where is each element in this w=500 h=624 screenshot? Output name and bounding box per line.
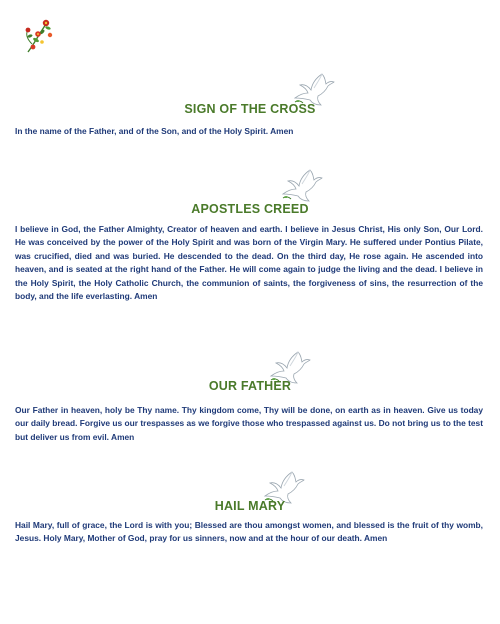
sign-of-the-cross-text: In the name of the Father, and of the Son, and of the Holy Spirit. Amen [15,126,294,136]
sign-of-the-cross-title: SIGN OF THE CROSS [184,102,316,116]
hail-mary-text: Hail Mary, full of grace, the Lord is with you; Blessed are thou amongst women, and blessed is the fruit of thy womb, Jesus. Holy Mary, Mother of God, pray for us sinners, now and at the hour of our death. Amen [15,520,483,544]
flower-bouquet-icon [22,14,56,56]
apostles-creed-text: I believe in God, the Father Almighty, Creator of heaven and earth. I believe in Jesus Christ, His only Son, Our Lord. He was conceived by the power of the Holy Spirit and was born of the Virgin Mary. He suffered under Pontius Pilate, was crucified, died and was buried. He descended to the dead. On the third day, He rose again. He ascended into heaven, and is seated at the right hand of the Father. He will come again to judge the living and the dead. I believe in the Holy Spirit, the Holy Catholic Church, the communion of saints, the forgiveness of sins, the resurrection of the body, and the life everlasting. Amen [15,224,483,302]
apostles-creed-title: APOSTLES CREED [191,202,309,216]
our-father-text: Our Father in heaven, holy be Thy name. Thy kingdom come, Thy will be done, on earth as in heaven. Give us today our daily bread. Forgive us our trespasses as we forgive those who trespassed against us. Do not bring us to the test but deliver us from evil. Amen [15,405,483,442]
our-father-title: OUR FATHER [208,379,292,393]
dove-icon [280,168,324,204]
hail-mary-title: HAIL MARY [214,499,286,513]
